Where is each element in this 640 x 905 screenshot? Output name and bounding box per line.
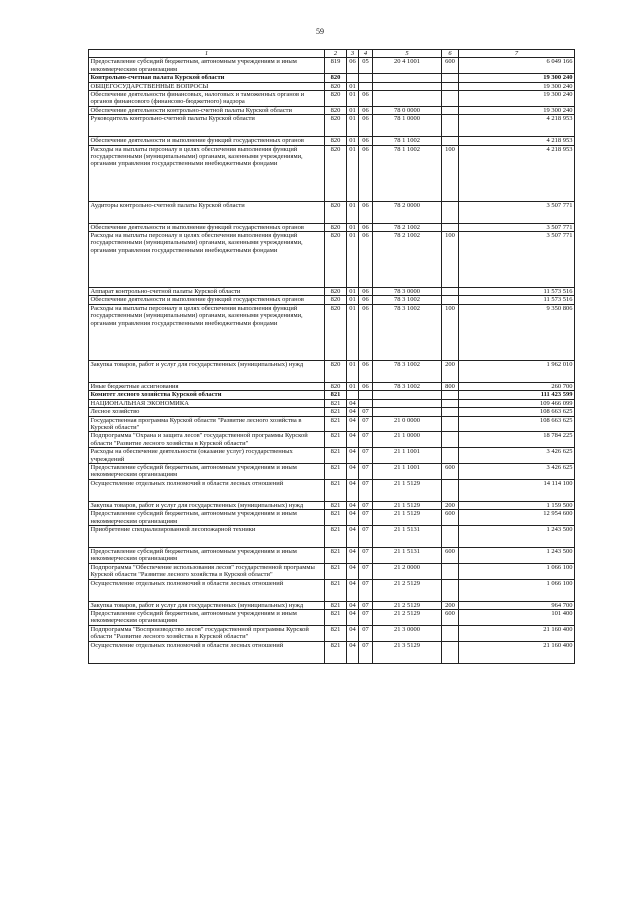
row-name: Предоставление субсидий бюджетным, автономным учреждениям и иным некоммерческим организациям bbox=[89, 463, 325, 479]
row-target-article: 21 1 5131 bbox=[373, 547, 442, 563]
row-target-article bbox=[373, 391, 442, 399]
row-target-article: 21 3 0000 bbox=[373, 625, 442, 641]
row-subsection: 07 bbox=[359, 448, 373, 464]
row-expense-type bbox=[442, 641, 459, 663]
row-target-article bbox=[373, 408, 442, 416]
row-gr-code: 821 bbox=[325, 416, 347, 432]
row-name: Аппарат контрольно-счетной палаты Курской области bbox=[89, 288, 325, 296]
row-name: Обеспечение деятельности и выполнение функций государственных органов bbox=[89, 137, 325, 145]
row-name: Закупка товаров, работ и услуг для государственных (муниципальных) нужд bbox=[89, 601, 325, 609]
row-subsection bbox=[359, 82, 373, 90]
row-section bbox=[347, 74, 359, 82]
row-name: Осуществление отдельных полномочий в области лесных отношений bbox=[89, 479, 325, 501]
row-subsection: 06 bbox=[359, 91, 373, 107]
row-target-article: 21 1 0000 bbox=[373, 432, 442, 448]
row-section: 04 bbox=[347, 399, 359, 407]
row-amount: 101 400 bbox=[459, 610, 575, 626]
row-gr-code: 821 bbox=[325, 625, 347, 641]
row-name: Расходы на обеспечение деятельности (оказание услуг) государственных учреждений bbox=[89, 448, 325, 464]
row-amount: 1 243 500 bbox=[459, 525, 575, 547]
row-target-article: 78 1 1002 bbox=[373, 145, 442, 201]
table-row bbox=[89, 501, 575, 509]
row-gr-code: 821 bbox=[325, 579, 347, 601]
row-name: Руководитель контрольно-счетной палаты Курской области bbox=[89, 115, 325, 137]
row-target-article: 78 1 1002 bbox=[373, 137, 442, 145]
table-row bbox=[89, 91, 575, 107]
row-section: 04 bbox=[347, 479, 359, 501]
row-expense-type: 800 bbox=[442, 382, 459, 390]
row-target-article: 21 2 0000 bbox=[373, 563, 442, 579]
row-expense-type bbox=[442, 201, 459, 223]
row-amount: 4 218 953 bbox=[459, 137, 575, 145]
row-name: Обеспечение деятельности финансовых, налоговых и таможенных органов и органов финансового (финансово-бюджетного) надзора bbox=[89, 91, 325, 107]
row-target-article: 78 1 0000 bbox=[373, 115, 442, 137]
table-row bbox=[89, 145, 575, 201]
row-section: 04 bbox=[347, 463, 359, 479]
row-target-article: 21 1 5129 bbox=[373, 510, 442, 526]
row-section: 04 bbox=[347, 625, 359, 641]
row-name: Расходы на выплаты персоналу в целях обеспечения выполнения функций государственными (муниципальными) органами, казенными учреждениями, органами управления государственными внебюджетными фондами bbox=[89, 304, 325, 360]
row-name: Предоставление субсидий бюджетным, автономным учреждениям и иным некоммерческим организациям bbox=[89, 58, 325, 74]
row-name: Закупка товаров, работ и услуг для государственных (муниципальных) нужд bbox=[89, 360, 325, 382]
budget-table bbox=[88, 49, 575, 664]
table-row bbox=[89, 115, 575, 137]
row-amount: 3 426 625 bbox=[459, 448, 575, 464]
row-amount: 12 954 600 bbox=[459, 510, 575, 526]
row-gr-code: 820 bbox=[325, 91, 347, 107]
row-expense-type: 600 bbox=[442, 463, 459, 479]
row-target-article bbox=[373, 74, 442, 82]
row-name: Обеспечение деятельности и выполнение функций государственных органов bbox=[89, 296, 325, 304]
table-row bbox=[89, 58, 575, 74]
row-subsection: 07 bbox=[359, 579, 373, 601]
table-row bbox=[89, 510, 575, 526]
row-target-article bbox=[373, 399, 442, 407]
row-target-article bbox=[373, 91, 442, 107]
row-subsection: 07 bbox=[359, 610, 373, 626]
row-amount: 109 466 099 bbox=[459, 399, 575, 407]
row-target-article: 21 1 5131 bbox=[373, 525, 442, 547]
row-amount: 3 507 771 bbox=[459, 223, 575, 231]
row-gr-code: 821 bbox=[325, 525, 347, 547]
row-subsection: 05 bbox=[359, 58, 373, 74]
row-section: 01 bbox=[347, 288, 359, 296]
row-expense-type bbox=[442, 391, 459, 399]
row-gr-code: 820 bbox=[325, 232, 347, 288]
row-gr-code: 820 bbox=[325, 106, 347, 114]
row-section: 04 bbox=[347, 416, 359, 432]
row-expense-type: 200 bbox=[442, 360, 459, 382]
row-amount: 11 573 516 bbox=[459, 296, 575, 304]
row-expense-type bbox=[442, 91, 459, 107]
row-amount: 14 114 100 bbox=[459, 479, 575, 501]
table-row bbox=[89, 201, 575, 223]
row-gr-code: 820 bbox=[325, 288, 347, 296]
row-expense-type: 200 bbox=[442, 601, 459, 609]
row-subsection: 06 bbox=[359, 382, 373, 390]
row-expense-type bbox=[442, 579, 459, 601]
row-amount: 19 300 240 bbox=[459, 106, 575, 114]
row-target-article: 20 4 1001 bbox=[373, 58, 442, 74]
row-expense-type: 100 bbox=[442, 145, 459, 201]
row-amount: 4 218 953 bbox=[459, 115, 575, 137]
row-expense-type bbox=[442, 74, 459, 82]
row-subsection: 07 bbox=[359, 479, 373, 501]
row-section: 01 bbox=[347, 223, 359, 231]
table-row bbox=[89, 137, 575, 145]
row-expense-type: 100 bbox=[442, 304, 459, 360]
row-subsection: 06 bbox=[359, 232, 373, 288]
row-gr-code: 820 bbox=[325, 145, 347, 201]
row-subsection: 06 bbox=[359, 201, 373, 223]
row-section: 01 bbox=[347, 296, 359, 304]
row-amount: 964 700 bbox=[459, 601, 575, 609]
row-gr-code: 820 bbox=[325, 304, 347, 360]
row-gr-code: 821 bbox=[325, 563, 347, 579]
row-target-article: 78 3 1002 bbox=[373, 296, 442, 304]
row-section: 01 bbox=[347, 304, 359, 360]
row-gr-code: 820 bbox=[325, 74, 347, 82]
row-subsection: 06 bbox=[359, 360, 373, 382]
row-expense-type: 600 bbox=[442, 510, 459, 526]
row-section: 04 bbox=[347, 408, 359, 416]
row-subsection: 06 bbox=[359, 304, 373, 360]
row-target-article: 21 2 5129 bbox=[373, 610, 442, 626]
row-name: Иные бюджетные ассигнования bbox=[89, 382, 325, 390]
header-col-rz: 3 bbox=[347, 50, 359, 58]
row-name: Приобретение специализированной лесопожарной техники bbox=[89, 525, 325, 547]
row-amount: 21 160 400 bbox=[459, 641, 575, 663]
row-section: 01 bbox=[347, 201, 359, 223]
row-name: Контрольно-счетная палата Курской области bbox=[89, 74, 325, 82]
table-row bbox=[89, 625, 575, 641]
table-row bbox=[89, 416, 575, 432]
row-section: 01 bbox=[347, 137, 359, 145]
row-name: Аудиторы контрольно-счетной палаты Курской области bbox=[89, 201, 325, 223]
row-target-article: 78 2 1002 bbox=[373, 232, 442, 288]
row-expense-type bbox=[442, 288, 459, 296]
row-name: ОБЩЕГОСУДАРСТВЕННЫЕ ВОПРОСЫ bbox=[89, 82, 325, 90]
row-expense-type bbox=[442, 448, 459, 464]
table-row bbox=[89, 288, 575, 296]
page-number: 59 bbox=[316, 27, 324, 36]
header-col-cs: 5 bbox=[373, 50, 442, 58]
row-expense-type bbox=[442, 82, 459, 90]
row-target-article: 78 2 0000 bbox=[373, 201, 442, 223]
row-amount: 19 300 240 bbox=[459, 82, 575, 90]
row-name: НАЦИОНАЛЬНАЯ ЭКОНОМИКА bbox=[89, 399, 325, 407]
row-subsection: 07 bbox=[359, 510, 373, 526]
row-expense-type bbox=[442, 416, 459, 432]
row-subsection: 06 bbox=[359, 288, 373, 296]
row-gr-code: 820 bbox=[325, 223, 347, 231]
row-amount: 3 507 771 bbox=[459, 232, 575, 288]
row-subsection: 07 bbox=[359, 563, 373, 579]
row-target-article: 78 2 1002 bbox=[373, 223, 442, 231]
row-gr-code: 821 bbox=[325, 641, 347, 663]
row-expense-type bbox=[442, 223, 459, 231]
row-amount: 6 049 166 bbox=[459, 58, 575, 74]
header-col-name: 1 bbox=[89, 50, 325, 58]
row-expense-type bbox=[442, 115, 459, 137]
row-name: Закупка товаров, работ и услуг для государственных (муниципальных) нужд bbox=[89, 501, 325, 509]
row-gr-code: 821 bbox=[325, 399, 347, 407]
table-row bbox=[89, 232, 575, 288]
row-name: Подпрограмма "Воспроизводство лесов" государственной программы Курской области "Развитие лесного хозяйства в Курской области" bbox=[89, 625, 325, 641]
table-row bbox=[89, 547, 575, 563]
row-name: Лесное хозяйство bbox=[89, 408, 325, 416]
row-expense-type bbox=[442, 296, 459, 304]
row-gr-code: 821 bbox=[325, 391, 347, 399]
row-name: Государственная программа Курской области "Развитие лесного хозяйства в Курской области" bbox=[89, 416, 325, 432]
row-gr-code: 820 bbox=[325, 360, 347, 382]
row-section: 01 bbox=[347, 232, 359, 288]
row-subsection: 07 bbox=[359, 625, 373, 641]
row-name: Предоставление субсидий бюджетным, автономным учреждениям и иным некоммерческим организациям bbox=[89, 610, 325, 626]
row-subsection bbox=[359, 399, 373, 407]
table-row bbox=[89, 82, 575, 90]
row-name: Обеспечение деятельности и выполнение функций государственных органов bbox=[89, 223, 325, 231]
row-gr-code: 821 bbox=[325, 463, 347, 479]
row-section: 01 bbox=[347, 106, 359, 114]
row-amount: 260 700 bbox=[459, 382, 575, 390]
row-section: 04 bbox=[347, 579, 359, 601]
row-name: Расходы на выплаты персоналу в целях обеспечения выполнения функций государственными (муниципальными) органами, казенными учреждениями, органами управления государственными внебюджетными фондами bbox=[89, 232, 325, 288]
row-subsection bbox=[359, 74, 373, 82]
row-target-article: 21 1 5129 bbox=[373, 479, 442, 501]
row-amount: 19 300 240 bbox=[459, 91, 575, 107]
row-section: 04 bbox=[347, 641, 359, 663]
row-expense-type bbox=[442, 479, 459, 501]
row-section: 01 bbox=[347, 82, 359, 90]
row-expense-type bbox=[442, 137, 459, 145]
row-gr-code: 820 bbox=[325, 115, 347, 137]
row-section: 01 bbox=[347, 145, 359, 201]
row-section: 01 bbox=[347, 382, 359, 390]
row-expense-type bbox=[442, 432, 459, 448]
table-row bbox=[89, 563, 575, 579]
row-name: Подпрограмма "Охрана и защита лесов" государственной программы Курской области "Развитие лесного хозяйства в Курской области" bbox=[89, 432, 325, 448]
table-row bbox=[89, 391, 575, 399]
table-row bbox=[89, 525, 575, 547]
row-amount: 108 663 625 bbox=[459, 408, 575, 416]
table-row bbox=[89, 463, 575, 479]
row-subsection: 06 bbox=[359, 106, 373, 114]
row-name: Расходы на выплаты персоналу в целях обеспечения выполнения функций государственными (муниципальными) органами, казенными учреждениями, органами управления государственными внебюджетными фондами bbox=[89, 145, 325, 201]
row-amount: 18 784 225 bbox=[459, 432, 575, 448]
row-expense-type bbox=[442, 525, 459, 547]
table-row bbox=[89, 399, 575, 407]
row-subsection: 07 bbox=[359, 432, 373, 448]
row-name: Комитет лесного хозяйства Курской области bbox=[89, 391, 325, 399]
table-row bbox=[89, 432, 575, 448]
row-name: Обеспечение деятельности контрольно-счетной палаты Курской области bbox=[89, 106, 325, 114]
row-subsection: 07 bbox=[359, 416, 373, 432]
row-gr-code: 821 bbox=[325, 432, 347, 448]
table-row bbox=[89, 408, 575, 416]
row-subsection: 06 bbox=[359, 145, 373, 201]
row-amount: 11 573 516 bbox=[459, 288, 575, 296]
row-section: 04 bbox=[347, 563, 359, 579]
row-expense-type: 600 bbox=[442, 610, 459, 626]
header-row bbox=[89, 50, 575, 58]
row-target-article: 78 3 1002 bbox=[373, 360, 442, 382]
row-target-article: 21 1 5129 bbox=[373, 501, 442, 509]
row-name: Предоставление субсидий бюджетным, автономным учреждениям и иным некоммерческим организациям bbox=[89, 547, 325, 563]
header-col-pr: 4 bbox=[359, 50, 373, 58]
row-expense-type: 600 bbox=[442, 58, 459, 74]
row-gr-code: 820 bbox=[325, 296, 347, 304]
row-gr-code: 821 bbox=[325, 610, 347, 626]
row-section: 01 bbox=[347, 360, 359, 382]
row-expense-type: 100 bbox=[442, 232, 459, 288]
row-expense-type: 600 bbox=[442, 547, 459, 563]
row-amount: 3 507 771 bbox=[459, 201, 575, 223]
table-row bbox=[89, 448, 575, 464]
row-section bbox=[347, 391, 359, 399]
table-row bbox=[89, 106, 575, 114]
row-section: 04 bbox=[347, 610, 359, 626]
row-subsection: 07 bbox=[359, 501, 373, 509]
row-gr-code: 821 bbox=[325, 448, 347, 464]
header-col-sum: 7 bbox=[459, 50, 575, 58]
row-gr-code: 821 bbox=[325, 408, 347, 416]
row-name: Подпрограмма "Обеспечение использования лесов" государственной программы Курской области "Развитие лесного хозяйства в Курской области" bbox=[89, 563, 325, 579]
row-gr-code: 820 bbox=[325, 201, 347, 223]
row-gr-code: 820 bbox=[325, 82, 347, 90]
row-amount: 1 159 500 bbox=[459, 501, 575, 509]
row-gr-code: 821 bbox=[325, 479, 347, 501]
row-gr-code: 820 bbox=[325, 137, 347, 145]
row-expense-type: 200 bbox=[442, 501, 459, 509]
row-subsection: 06 bbox=[359, 115, 373, 137]
row-amount: 1 066 100 bbox=[459, 579, 575, 601]
row-target-article: 78 3 0000 bbox=[373, 288, 442, 296]
table-row bbox=[89, 610, 575, 626]
row-gr-code: 821 bbox=[325, 547, 347, 563]
table-row bbox=[89, 296, 575, 304]
row-amount: 1 962 010 bbox=[459, 360, 575, 382]
row-section: 06 bbox=[347, 58, 359, 74]
row-gr-code: 820 bbox=[325, 382, 347, 390]
row-amount: 19 300 240 bbox=[459, 74, 575, 82]
row-subsection: 07 bbox=[359, 463, 373, 479]
row-expense-type bbox=[442, 408, 459, 416]
row-name: Осуществление отдельных полномочий в области лесных отношений bbox=[89, 641, 325, 663]
row-target-article: 78 0 0000 bbox=[373, 106, 442, 114]
table-row bbox=[89, 579, 575, 601]
header-col-gr: 2 bbox=[325, 50, 347, 58]
row-target-article: 21 0 0000 bbox=[373, 416, 442, 432]
row-section: 04 bbox=[347, 547, 359, 563]
table-row bbox=[89, 223, 575, 231]
table-row bbox=[89, 382, 575, 390]
row-subsection bbox=[359, 391, 373, 399]
row-expense-type bbox=[442, 399, 459, 407]
row-amount: 1 243 500 bbox=[459, 547, 575, 563]
row-expense-type bbox=[442, 563, 459, 579]
row-target-article bbox=[373, 82, 442, 90]
row-subsection: 07 bbox=[359, 408, 373, 416]
row-section: 04 bbox=[347, 432, 359, 448]
table-row bbox=[89, 304, 575, 360]
row-subsection: 06 bbox=[359, 296, 373, 304]
row-section: 04 bbox=[347, 448, 359, 464]
row-name: Осуществление отдельных полномочий в области лесных отношений bbox=[89, 579, 325, 601]
row-section: 04 bbox=[347, 510, 359, 526]
row-subsection: 07 bbox=[359, 525, 373, 547]
table-row bbox=[89, 641, 575, 663]
row-amount: 1 066 100 bbox=[459, 563, 575, 579]
row-subsection: 06 bbox=[359, 137, 373, 145]
table-row bbox=[89, 479, 575, 501]
row-subsection: 07 bbox=[359, 601, 373, 609]
row-amount: 9 350 806 bbox=[459, 304, 575, 360]
row-amount: 108 663 625 bbox=[459, 416, 575, 432]
row-subsection: 07 bbox=[359, 641, 373, 663]
row-name: Предоставление субсидий бюджетным, автономным учреждениям и иным некоммерческим организациям bbox=[89, 510, 325, 526]
row-section: 01 bbox=[347, 91, 359, 107]
row-gr-code: 821 bbox=[325, 510, 347, 526]
row-target-article: 21 1 1001 bbox=[373, 448, 442, 464]
table-row bbox=[89, 360, 575, 382]
table-row bbox=[89, 74, 575, 82]
table-row bbox=[89, 601, 575, 609]
row-amount: 4 218 953 bbox=[459, 145, 575, 201]
row-subsection: 07 bbox=[359, 547, 373, 563]
header-col-vr: 6 bbox=[442, 50, 459, 58]
row-gr-code: 821 bbox=[325, 501, 347, 509]
row-amount: 21 160 400 bbox=[459, 625, 575, 641]
row-gr-code: 819 bbox=[325, 58, 347, 74]
row-expense-type bbox=[442, 106, 459, 114]
row-target-article: 78 3 1002 bbox=[373, 304, 442, 360]
row-target-article: 21 3 5129 bbox=[373, 641, 442, 663]
row-target-article: 21 2 5129 bbox=[373, 579, 442, 601]
row-amount: 3 426 625 bbox=[459, 463, 575, 479]
row-subsection: 06 bbox=[359, 223, 373, 231]
row-section: 04 bbox=[347, 525, 359, 547]
row-gr-code: 821 bbox=[325, 601, 347, 609]
row-target-article: 21 1 1001 bbox=[373, 463, 442, 479]
row-section: 04 bbox=[347, 501, 359, 509]
row-target-article: 21 2 5129 bbox=[373, 601, 442, 609]
row-target-article: 78 3 1002 bbox=[373, 382, 442, 390]
row-expense-type bbox=[442, 625, 459, 641]
row-amount: 111 423 599 bbox=[459, 391, 575, 399]
row-section: 04 bbox=[347, 601, 359, 609]
row-section: 01 bbox=[347, 115, 359, 137]
